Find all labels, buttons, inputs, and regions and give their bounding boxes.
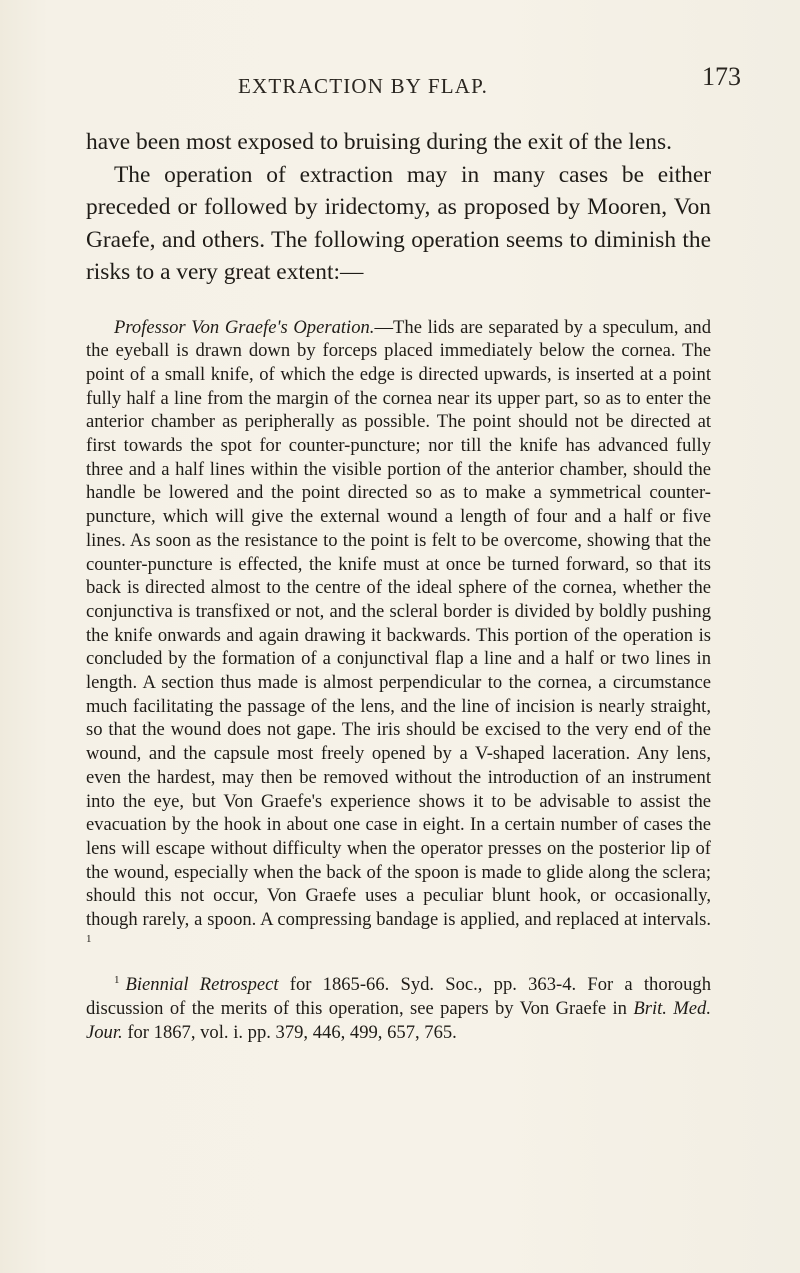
paragraph-extraction-iridectomy: The operation of extraction may in many cases be either preceded or followed by iridectomy, as proposed by Mooren, Von Graefe, and others. The following operation seems to diminish the risks to a very great extent:— [86,161,711,285]
operation-title: Professor Von Graefe's Operation. [114,316,375,338]
paragraph-von-graefe-operation [86,316,711,956]
footnote [86,973,711,1045]
body-text [86,126,711,1045]
footnote-text-b: for 1867, vol. i. pp. 379, 446, 499, 657, 765. [122,1022,457,1044]
paragraph-continuation: have been most exposed to bruising during the exit of the lens. [86,129,672,155]
footnote-journal: Brit. Med. Jour. [86,998,711,1044]
operation-description: —The lids are separated by a speculum, and the eyeball is drawn down by forceps placed immediately below the cornea. The point of a small knife, of which the edge is directed upwards, is inserted at a point fully half a line from the margin of the cornea near its upper part, so as to enter the anterior chamber as peripherally as possible. The point should not be directed at first towards the spot for counter-puncture; nor till the knife has advanced fully three and a half lines within the visible portion of the anterior chamber, should the handle be lowered and the point directed so as to make a symmetrical counter-puncture, which will give the external wound a length of four and a half or five lines. As soon as the resistance to the point is felt to be overcome, showing that the counter-puncture is effected, the knife must at once be turned forward, so that its back is directed almost to the centre of the ideal sphere of the cornea, whether the conjunctiva is transfixed or not, and the scleral border is divided by boldly pushing the knife onwards and again drawing it backwards. This portion of the operation is concluded by the formation of a conjunctival flap a line and a half or two lines in length. A section thus made is almost perpendicular to the cornea, a circumstance much facilitating the passage of the lens, and the line of incision is nearly straight, so that the wound does not gape. The iris should be excised to the very end of the wound, and the capsule most freely opened by a V-shaped laceration. Any lens, even the hardest, may then be removed without the introduction of an instrument into the eye, but Von Graefe's experience shows it to be advisable to assist the evacuation by the hook in about one case in eight. In a certain number of cases the lens will escape without difficulty when the operator presses on the posterior lip of the wound, especially when the back of the spoon is made to glide along the sclera; should this not occur, Von Graefe uses a peculiar blunt hook, or occasionally, though rarely, a spoon. A compressing bandage is applied, and replaced at intervals. [86,316,711,931]
footnote-number: 1 [114,974,120,987]
running-head: EXTRACTION BY FLAP. [238,74,489,98]
footnote-reference: 1 [86,932,92,945]
footnote-text-a: for 1865-66. Syd. Soc., pp. 363-4. For a thorough discussion of the merits of this operation, see papers by Von Graefe in [86,974,711,1020]
footnote-title: Biennial Retrospect [125,974,279,996]
page-number: 173 [702,62,741,91]
page-header [0,62,800,102]
